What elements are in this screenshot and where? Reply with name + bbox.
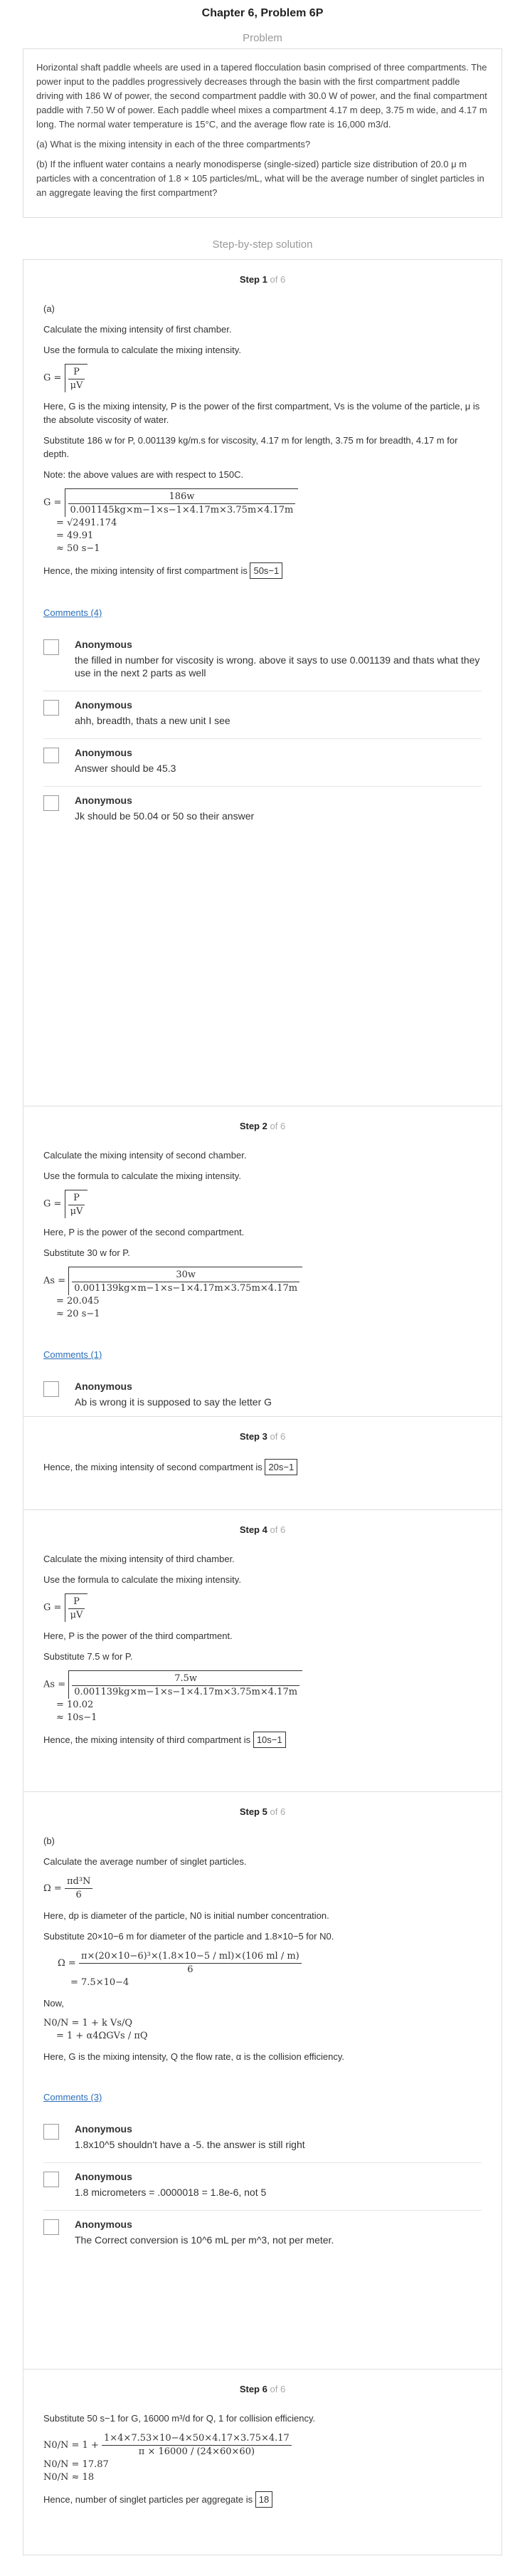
comments-link[interactable]: Comments (3) (43, 2092, 102, 2103)
solution-steps (23, 259, 502, 2555)
calculation: Ω = $\frac{\text{π×(20×10−6)³×(1.8×10−5 / ml)×(106 ml / m)}}{6}$ = 7.5×10−4 (58, 1950, 482, 1989)
calculation: G = $\frac{186w}{0.001145kg\times m-1\times s-1\times 4.17m\times 3.75m\times 4.17m}$ = √2491.174 = 49.91 ≈ 50 s−1 (43, 488, 482, 555)
comment: Anonymous ahh, breadth, thats a new unit I see (43, 691, 482, 739)
formula: G = $\frac{P}{\mu V}$ (43, 1593, 482, 1622)
comment: Anonymous the filled in number for viscosity is wrong. above it says to use 0.001139 and thats what they use in the next 2 parts as well (43, 631, 482, 691)
calculation: As = $\frac{7.5w}{0.001139kg\times m-1\times s-1\times 4.17m\times 3.75m\times 4.17m}$ = 10.02 ≈ 10s−1 (43, 1670, 482, 1724)
comment-checkbox[interactable] (43, 748, 59, 763)
comments-link[interactable]: Comments (4) (43, 607, 102, 618)
comments-link[interactable]: Comments (1) (43, 1349, 102, 1360)
collision-equation: N0/N = 1 + k Vs/Q = 1 + α4ΩGVs / πQ (43, 2018, 148, 2041)
comment-list (43, 631, 482, 834)
comment-checkbox[interactable] (43, 639, 59, 655)
step-header: Step 1 of 6 (239, 274, 286, 285)
comment: Anonymous 1.8 micrometers = .0000018 = 1.8e-6, not 5 (43, 2163, 482, 2211)
answer-box: 18 (255, 2491, 272, 2508)
part-label: (a) (43, 303, 55, 314)
solution-label: Step-by-step solution (212, 239, 313, 251)
formula: Ω = $\frac{\text{πd³N}}{6}$ (43, 1875, 482, 1902)
step-header: Step 6 of 6 (239, 2384, 286, 2394)
problem-text: Horizontal shaft paddle wheels are used in a tapered flocculation basin comprised of three compartments. The power input to the paddles progressively decreases through the basin with the first compartment paddle driving with 186 W of power, the second compartment paddle with 30.0 W of power, and the final compartment paddle with 7.50 W of power. Each paddle wheel mixes a compartment 4.17 m deep, 3.75 m wide, and 4.17 m long. The normal water temperature is 15°C, and the average flow rate is 16,000 m3/d. (36, 62, 487, 130)
comment: Anonymous 1.8x10^5 shouldn't have a -5. the answer is still right (43, 2115, 482, 2163)
formula: G = $\frac{P}{\mu V}$ (43, 364, 482, 392)
part-label: (b) (43, 1836, 55, 1846)
answer-box: 20s−1 (265, 1459, 297, 1475)
problem-part-b: (b) If the influent water contains a nearly monodisperse (single-sized) particle size distribution of 20.0 μ m particles with a concentration of 1.8 × 105 particles/mL, what will be the average number of singlet particles in an aggregate leaving the first compartment? (36, 159, 484, 198)
answer-box: 50s−1 (250, 562, 282, 579)
step-2: Step 2 of 6 Calculate the mixing intensity of second chamber. Use the formula to calculate the mixing intensity. G = $\frac{P}{\mu V}$ Here, P is the power of the second compartment. Substitute 30 w for P. As = $\frac{30w}{0.001139kg\times m-1\times s-1\times 4.17m\times 3.75m\times 4.17m}$ = 20.045 ≈ 20 s−1 Comments (1) Anonymous Ab is wrong it is supposed to say the letter G (23, 1106, 502, 1416)
comment: Anonymous The Correct conversion is 10^6 mL per m^3, not per meter. (43, 2211, 482, 2258)
page-title: Chapter 6, Problem 6P (201, 7, 324, 19)
step-header: Step 2 of 6 (239, 1121, 286, 1131)
problem-label: Problem (243, 32, 282, 44)
problem-statement (23, 48, 502, 218)
comment-checkbox[interactable] (43, 2172, 59, 2187)
comment-checkbox[interactable] (43, 700, 59, 716)
step-header: Step 5 of 6 (239, 1806, 286, 1817)
comment-checkbox[interactable] (43, 2124, 59, 2140)
formula: G = $\frac{P}{\mu V}$ (43, 1190, 482, 1218)
step-6: Step 6 of 6 Substitute 50 s−1 for G, 16000 m³/d for Q, 1 for collision efficiency. N0/N = 1 + $\frac{1\times 4\times 7.53\times 10-4\times 50\times 4.17\times 3.75\times 4.17}{\pi \times 16000 / (24\times 60\times 60)}$ N0/N = 17.87 N0/N ≈ 18 Hence, number of singlet particles per aggregate is 18 (23, 2369, 502, 2555)
comment: Anonymous Jk should be 50.04 or 50 so their answer (43, 787, 482, 834)
comment-checkbox[interactable] (43, 2219, 59, 2235)
step-4: Step 4 of 6 Calculate the mixing intensity of third chamber. Use the formula to calculate the mixing intensity. G = $\frac{P}{\mu V}$ Here, P is the power of the third compartment. Substitute 7.5 w for P. As = $\frac{7.5w}{0.001139kg\times m-1\times s-1\times 4.17m\times 3.75m\times 4.17m}$ = 10.02 ≈ 10s−1 Hence, the mixing intensity of third compartment is 10s−1 (23, 1509, 502, 1791)
step-header: Step 3 of 6 (239, 1431, 286, 1442)
step-5: Step 5 of 6 (b) Calculate the average number of singlet particles. Ω = $\frac{\text{πd³N}}{6}$ Here, dp is diameter of the particle, N0 is initial number concentration. Substitute 20×10−6 m for diameter of the particle and 1.8×10−5 for N0. Ω = $\frac{\text{π×(20×10−6)³×(1.8×10−5 / ml)×(106 ml / m)}}{6}$ = 7.5×10−4 Now, N0/N = 1 + k Vs/Q = 1 + α4ΩGVs / πQ Here, G is the mixing intensity, Q the flow rate, α is the collision efficiency. Comments (3) Anonymous 1.8x10^5 shouldn't have a -5. the answer is still right Anonymous 1.8 micrometers = .0000018 = 1.8e-6, not 5 Anonymous The Correct conversion is 10^6 mL per m^3, not per meter. (23, 1791, 502, 2369)
comment-checkbox[interactable] (43, 1381, 59, 1397)
comment-checkbox[interactable] (43, 795, 59, 811)
step-1: Step 1 of 6 (a) Calculate the mixing intensity of first chamber. Use the formula to calculate the mixing intensity. G = $\frac{P}{\mu V}$ Here, G is the mixing intensity, P is the power of the first compartment, Vs is the volume of the particle, μ is the absolute viscosity of water. Substitute 186 w for P, 0.001139 kg/m.s for viscosity, 4.17 m for length, 3.75 m for breadth, 4.17 m for depth. Note: the above values are with respect to 150C. G = $\frac{186w}{0.001145kg\times m-1\times s-1\times 4.17m\times 3.75m\times 4.17m}$ = √2491.174 = 49.91 ≈ 50 s−1 Hence, the mixing intensity of first compartment is 50s−1 Comments (4) Anonymous the filled in number for viscosity is wrong. above it says to use 0.001139 and thats what they use in the next 2 parts as well Anonymous ahh, breadth, thats a new unit I see Anonymous Answer should be 45.3 Anonymous Jk should be 50.04 or 50 so their answer (23, 260, 502, 1106)
step-header: Step 4 of 6 (239, 1524, 286, 1535)
step-3: Step 3 of 6 Hence, the mixing intensity of second compartment is 20s−1 (23, 1416, 502, 1509)
calculation: As = $\frac{30w}{0.001139kg\times m-1\times s-1\times 4.17m\times 3.75m\times 4.17m}$ = 20.045 ≈ 20 s−1 (43, 1267, 482, 1321)
comment: Anonymous Answer should be 45.3 (43, 739, 482, 787)
comment: Anonymous Ab is wrong it is supposed to say the letter G (43, 1373, 482, 1420)
answer-box: 10s−1 (253, 1732, 286, 1748)
calculation: N0/N = 1 + $\frac{1\times 4\times 7.53\times 10-4\times 50\times 4.17\times 3.75\times 4.17}{\pi \times 16000 / (24\times 60\times 60)}$ N0/N = 17.87 N0/N ≈ 18 (43, 2432, 482, 2484)
problem-part-a: (a) What is the mixing intensity in each of the three compartments? (36, 139, 311, 150)
